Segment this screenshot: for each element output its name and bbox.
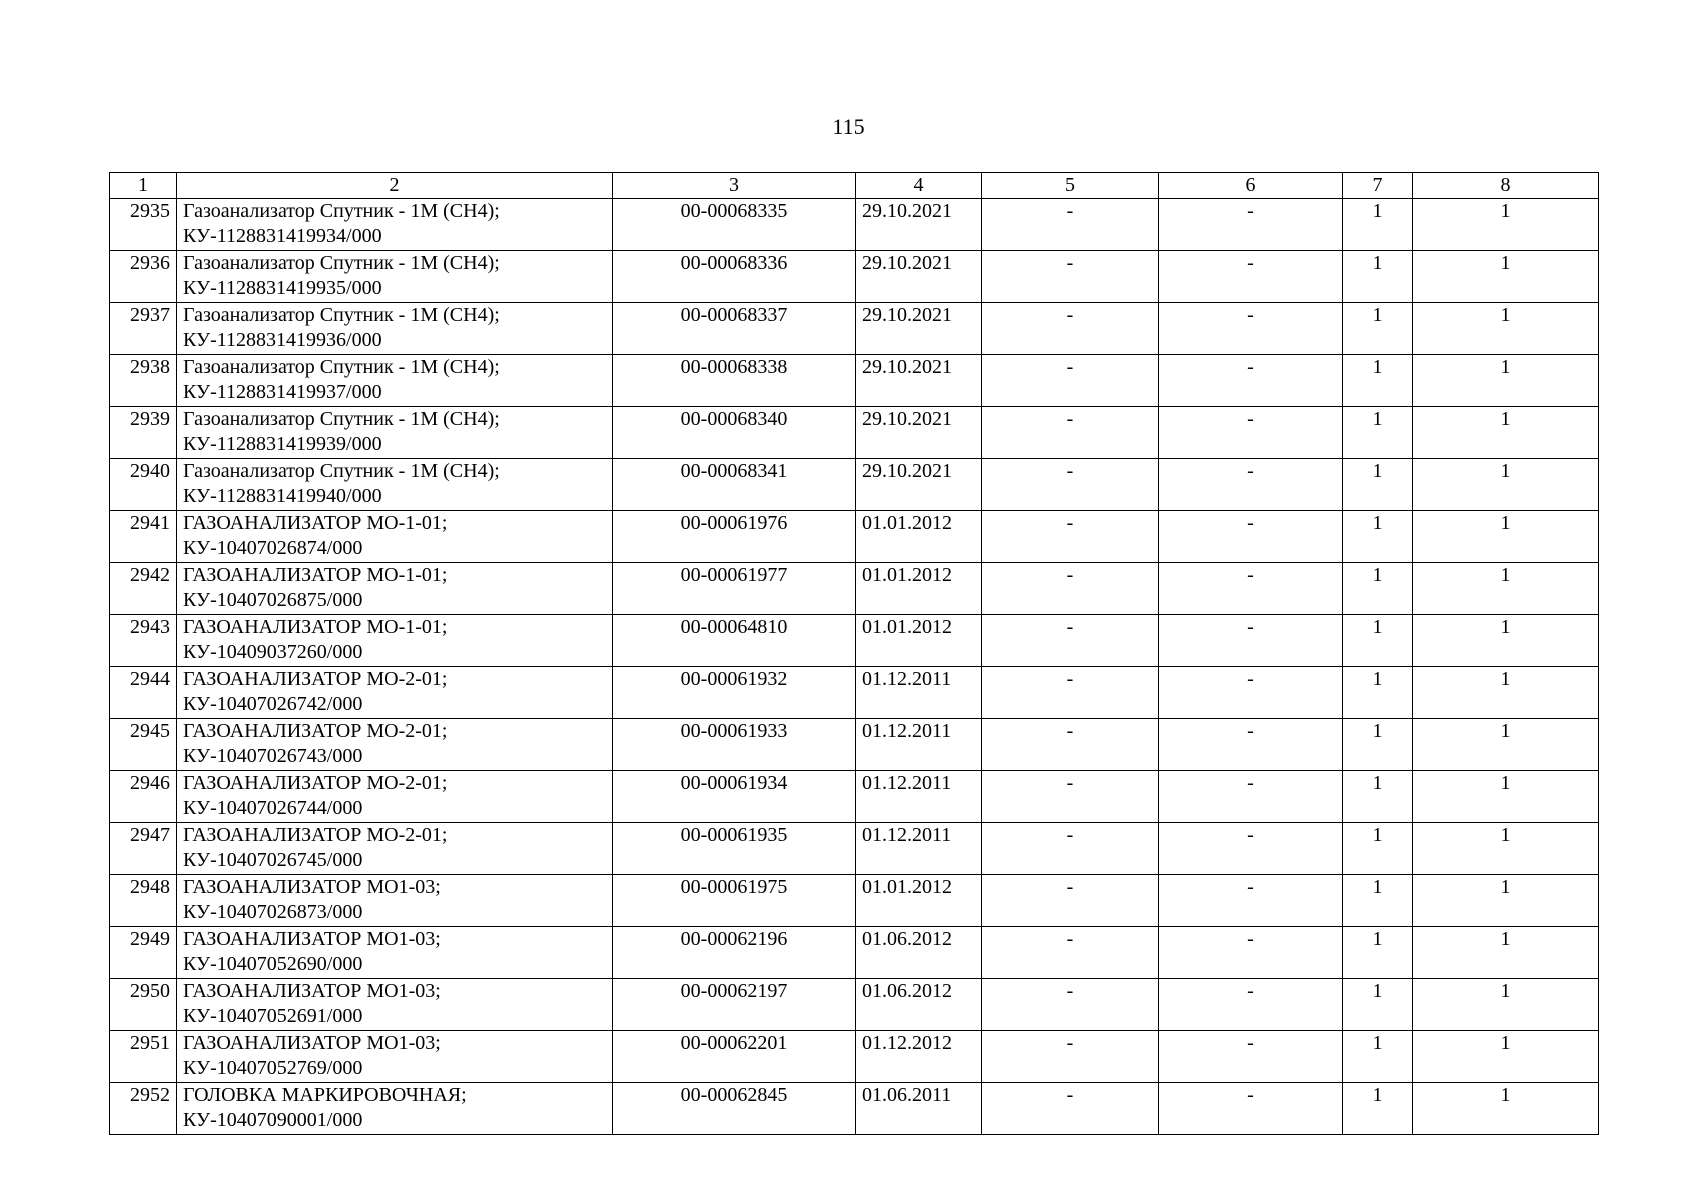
header-cell-3: 3	[613, 173, 856, 199]
table-row	[110, 615, 1599, 667]
column-8-cell: 1	[1413, 875, 1599, 927]
column-6-cell: -	[1159, 251, 1343, 303]
column-7-cell: 1	[1343, 511, 1413, 563]
table-row	[110, 771, 1599, 823]
column-7-cell: 1	[1343, 979, 1413, 1031]
column-8-cell: 1	[1413, 407, 1599, 459]
table-row	[110, 823, 1599, 875]
row-number: 2952	[110, 1083, 177, 1135]
column-8-cell: 1	[1413, 667, 1599, 719]
inventory-number: 00-00062201	[613, 1031, 856, 1083]
column-7-cell: 1	[1343, 355, 1413, 407]
row-number: 2942	[110, 563, 177, 615]
inventory-number: 00-00068336	[613, 251, 856, 303]
item-name	[177, 1031, 613, 1083]
column-5-cell: -	[982, 303, 1159, 355]
column-5-cell: -	[982, 199, 1159, 251]
item-account-code: КУ-10407026745/000	[183, 849, 363, 871]
column-5-cell: -	[982, 251, 1159, 303]
inventory-number: 00-00062845	[613, 1083, 856, 1135]
item-title: Газоанализатор Спутник - 1М (СН4);	[183, 356, 500, 378]
column-8-cell: 1	[1413, 823, 1599, 875]
header-cell-4: 4	[856, 173, 982, 199]
date-cell: 01.12.2012	[856, 1031, 982, 1083]
date-cell: 29.10.2021	[856, 407, 982, 459]
item-name	[177, 927, 613, 979]
item-name	[177, 719, 613, 771]
item-account-code: КУ-10407026744/000	[183, 797, 363, 819]
row-number: 2943	[110, 615, 177, 667]
asset-register-table	[109, 172, 1599, 1135]
item-title: ГАЗОАНАЛИЗАТОР МО-2-01;	[183, 772, 448, 794]
column-6-cell: -	[1159, 875, 1343, 927]
column-7-cell: 1	[1343, 927, 1413, 979]
row-number: 2949	[110, 927, 177, 979]
column-6-cell: -	[1159, 771, 1343, 823]
item-name	[177, 823, 613, 875]
date-cell: 01.12.2011	[856, 667, 982, 719]
inventory-number: 00-00061975	[613, 875, 856, 927]
row-number: 2938	[110, 355, 177, 407]
row-number: 2946	[110, 771, 177, 823]
table-row	[110, 667, 1599, 719]
column-5-cell: -	[982, 563, 1159, 615]
column-8-cell: 1	[1413, 979, 1599, 1031]
table-row	[110, 511, 1599, 563]
row-number: 2939	[110, 407, 177, 459]
row-number: 2950	[110, 979, 177, 1031]
item-account-code: КУ-10407052691/000	[183, 1005, 363, 1027]
table-row	[110, 1083, 1599, 1135]
table-body	[110, 199, 1599, 1135]
column-8-cell: 1	[1413, 719, 1599, 771]
column-7-cell: 1	[1343, 667, 1413, 719]
table-row	[110, 199, 1599, 251]
item-account-code: КУ-10407026875/000	[183, 589, 363, 611]
column-6-cell: -	[1159, 615, 1343, 667]
item-account-code: КУ-10407090001/000	[183, 1109, 363, 1131]
column-6-cell: -	[1159, 1031, 1343, 1083]
item-title: ГАЗОАНАЛИЗАТОР МО1-03;	[183, 1032, 441, 1054]
table-row	[110, 407, 1599, 459]
table-row	[110, 719, 1599, 771]
item-account-code: КУ-1128831419936/000	[183, 329, 382, 351]
inventory-number: 00-00061934	[613, 771, 856, 823]
inventory-number: 00-00064810	[613, 615, 856, 667]
date-cell: 01.12.2011	[856, 719, 982, 771]
inventory-number: 00-00062197	[613, 979, 856, 1031]
column-5-cell: -	[982, 1031, 1159, 1083]
column-7-cell: 1	[1343, 251, 1413, 303]
column-8-cell: 1	[1413, 251, 1599, 303]
item-name	[177, 875, 613, 927]
date-cell: 29.10.2021	[856, 355, 982, 407]
column-7-cell: 1	[1343, 875, 1413, 927]
inventory-number: 00-00068335	[613, 199, 856, 251]
column-5-cell: -	[982, 615, 1159, 667]
column-6-cell: -	[1159, 979, 1343, 1031]
column-7-cell: 1	[1343, 199, 1413, 251]
item-name	[177, 615, 613, 667]
table-row	[110, 927, 1599, 979]
date-cell: 01.01.2012	[856, 511, 982, 563]
item-name	[177, 979, 613, 1031]
date-cell: 29.10.2021	[856, 199, 982, 251]
column-8-cell: 1	[1413, 771, 1599, 823]
column-8-cell: 1	[1413, 459, 1599, 511]
item-title: ГАЗОАНАЛИЗАТОР МО1-03;	[183, 980, 441, 1002]
item-title: ГАЗОАНАЛИЗАТОР МО-1-01;	[183, 564, 448, 586]
table-row	[110, 459, 1599, 511]
table-row	[110, 355, 1599, 407]
column-5-cell: -	[982, 875, 1159, 927]
column-6-cell: -	[1159, 927, 1343, 979]
item-name	[177, 199, 613, 251]
column-8-cell: 1	[1413, 511, 1599, 563]
item-name	[177, 303, 613, 355]
inventory-number: 00-00061932	[613, 667, 856, 719]
column-7-cell: 1	[1343, 823, 1413, 875]
header-row	[110, 173, 1599, 199]
row-number: 2936	[110, 251, 177, 303]
date-cell: 01.12.2011	[856, 771, 982, 823]
inventory-number: 00-00061976	[613, 511, 856, 563]
column-6-cell: -	[1159, 1083, 1343, 1135]
header-cell-8: 8	[1413, 173, 1599, 199]
item-title: ГАЗОАНАЛИЗАТОР МО1-03;	[183, 876, 441, 898]
row-number: 2940	[110, 459, 177, 511]
inventory-number: 00-00061977	[613, 563, 856, 615]
column-8-cell: 1	[1413, 1031, 1599, 1083]
item-title: ГОЛОВКА МАРКИРОВОЧНАЯ;	[183, 1084, 467, 1106]
column-5-cell: -	[982, 771, 1159, 823]
date-cell: 01.06.2011	[856, 1083, 982, 1135]
column-7-cell: 1	[1343, 771, 1413, 823]
column-7-cell: 1	[1343, 1031, 1413, 1083]
column-8-cell: 1	[1413, 1083, 1599, 1135]
column-5-cell: -	[982, 667, 1159, 719]
column-5-cell: -	[982, 407, 1159, 459]
date-cell: 01.06.2012	[856, 979, 982, 1031]
item-title: ГАЗОАНАЛИЗАТОР МО-1-01;	[183, 512, 448, 534]
column-5-cell: -	[982, 979, 1159, 1031]
item-account-code: КУ-10407052690/000	[183, 953, 363, 975]
item-title: ГАЗОАНАЛИЗАТОР МО1-03;	[183, 928, 441, 950]
item-title: ГАЗОАНАЛИЗАТОР МО-2-01;	[183, 668, 448, 690]
column-6-cell: -	[1159, 563, 1343, 615]
row-number: 2937	[110, 303, 177, 355]
item-account-code: КУ-10407026743/000	[183, 745, 363, 767]
header-cell-1: 1	[110, 173, 177, 199]
item-title: ГАЗОАНАЛИЗАТОР МО-1-01;	[183, 616, 448, 638]
item-title: Газоанализатор Спутник - 1М (СН4);	[183, 200, 500, 222]
column-6-cell: -	[1159, 303, 1343, 355]
item-name	[177, 251, 613, 303]
header-cell-2: 2	[177, 173, 613, 199]
column-5-cell: -	[982, 459, 1159, 511]
column-5-cell: -	[982, 511, 1159, 563]
item-account-code: КУ-10407026742/000	[183, 693, 363, 715]
row-number: 2951	[110, 1031, 177, 1083]
date-cell: 01.01.2012	[856, 615, 982, 667]
item-name	[177, 1083, 613, 1135]
inventory-number: 00-00068337	[613, 303, 856, 355]
column-6-cell: -	[1159, 511, 1343, 563]
header-cell-5: 5	[982, 173, 1159, 199]
column-6-cell: -	[1159, 823, 1343, 875]
item-account-code: КУ-10407026873/000	[183, 901, 363, 923]
item-account-code: КУ-1128831419937/000	[183, 381, 382, 403]
inventory-number: 00-00068340	[613, 407, 856, 459]
item-title: Газоанализатор Спутник - 1М (СН4);	[183, 460, 500, 482]
item-account-code: КУ-10407026874/000	[183, 537, 363, 559]
column-8-cell: 1	[1413, 615, 1599, 667]
inventory-number: 00-00068338	[613, 355, 856, 407]
item-name	[177, 667, 613, 719]
date-cell: 01.01.2012	[856, 875, 982, 927]
column-7-cell: 1	[1343, 1083, 1413, 1135]
column-6-cell: -	[1159, 199, 1343, 251]
column-8-cell: 1	[1413, 199, 1599, 251]
table-row	[110, 251, 1599, 303]
item-title: ГАЗОАНАЛИЗАТОР МО-2-01;	[183, 824, 448, 846]
item-account-code: КУ-1128831419935/000	[183, 277, 382, 299]
item-title: Газоанализатор Спутник - 1М (СН4);	[183, 304, 500, 326]
column-8-cell: 1	[1413, 303, 1599, 355]
column-7-cell: 1	[1343, 407, 1413, 459]
date-cell: 01.12.2011	[856, 823, 982, 875]
header-cell-7: 7	[1343, 173, 1413, 199]
table-row	[110, 1031, 1599, 1083]
row-number: 2948	[110, 875, 177, 927]
table-row	[110, 563, 1599, 615]
column-7-cell: 1	[1343, 459, 1413, 511]
item-name	[177, 355, 613, 407]
table-row	[110, 979, 1599, 1031]
column-5-cell: -	[982, 1083, 1159, 1135]
item-name	[177, 563, 613, 615]
column-7-cell: 1	[1343, 563, 1413, 615]
column-5-cell: -	[982, 355, 1159, 407]
column-6-cell: -	[1159, 667, 1343, 719]
column-5-cell: -	[982, 719, 1159, 771]
column-8-cell: 1	[1413, 927, 1599, 979]
row-number: 2944	[110, 667, 177, 719]
table-row	[110, 875, 1599, 927]
date-cell: 01.01.2012	[856, 563, 982, 615]
inventory-number: 00-00061933	[613, 719, 856, 771]
column-6-cell: -	[1159, 459, 1343, 511]
item-title: ГАЗОАНАЛИЗАТОР МО-2-01;	[183, 720, 448, 742]
row-number: 2935	[110, 199, 177, 251]
row-number: 2941	[110, 511, 177, 563]
column-7-cell: 1	[1343, 303, 1413, 355]
date-cell: 29.10.2021	[856, 251, 982, 303]
item-account-code: КУ-1128831419934/000	[183, 225, 382, 247]
date-cell: 29.10.2021	[856, 459, 982, 511]
column-6-cell: -	[1159, 407, 1343, 459]
item-title: Газоанализатор Спутник - 1М (СН4);	[183, 408, 500, 430]
column-6-cell: -	[1159, 719, 1343, 771]
column-8-cell: 1	[1413, 563, 1599, 615]
column-5-cell: -	[982, 927, 1159, 979]
item-name	[177, 459, 613, 511]
row-number: 2945	[110, 719, 177, 771]
column-8-cell: 1	[1413, 355, 1599, 407]
header-cell-6: 6	[1159, 173, 1343, 199]
row-number: 2947	[110, 823, 177, 875]
date-cell: 29.10.2021	[856, 303, 982, 355]
item-account-code: КУ-1128831419940/000	[183, 485, 382, 507]
column-5-cell: -	[982, 823, 1159, 875]
item-name	[177, 511, 613, 563]
inventory-number: 00-00061935	[613, 823, 856, 875]
column-7-cell: 1	[1343, 719, 1413, 771]
inventory-number: 00-00068341	[613, 459, 856, 511]
page-number: 115	[832, 114, 865, 139]
column-7-cell: 1	[1343, 615, 1413, 667]
item-title: Газоанализатор Спутник - 1М (СН4);	[183, 252, 500, 274]
item-name	[177, 407, 613, 459]
table-row	[110, 303, 1599, 355]
inventory-number: 00-00062196	[613, 927, 856, 979]
column-6-cell: -	[1159, 355, 1343, 407]
date-cell: 01.06.2012	[856, 927, 982, 979]
item-account-code: КУ-10409037260/000	[183, 641, 363, 663]
item-account-code: КУ-1128831419939/000	[183, 433, 382, 455]
item-name	[177, 771, 613, 823]
item-account-code: КУ-10407052769/000	[183, 1057, 363, 1079]
